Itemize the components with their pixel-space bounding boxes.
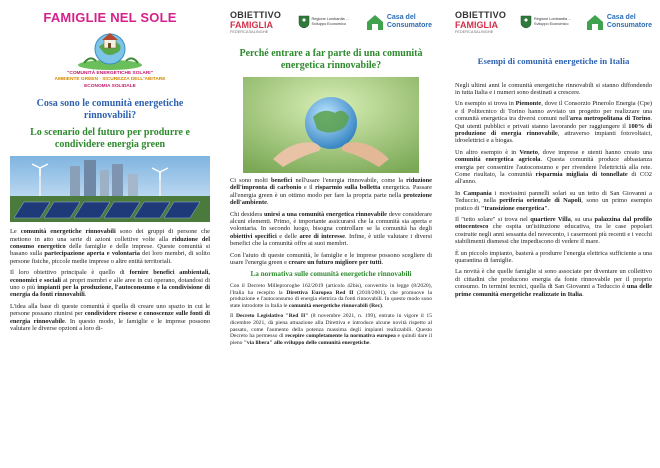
why-paragraph-1: Ci sono molti benefici nell'usare l'energia rinnovabile, come la riduzione dell'impronta di carbonio e il risparmio sulla bolletta energetica. Passare all'energia green è un ottimo modo per fare la propria parte nella protezione dell'ambiente. — [230, 177, 432, 207]
regione-logo: Regione Lombardia ... Sviluppo Economico — [298, 15, 350, 29]
regulation-paragraph-2: Il Decreto Legislativo "Red II" (8 novembre 2021, n. 199), entrato in vigore il 15 dicembre 2021, dà piena attuazione alla Direttiva e introduce alcune novità rispetto al passato, come l'aumento della potenza massima degli impianti realizzabili. Questo Decreto ha permesso di recepire completamente la normativa europea e quindi dare il pieno "via libera" allo sviluppo delle comunità energetiche. — [230, 313, 433, 346]
why-paragraph-2: Chi desidera unirsi a una comunità energetica rinnovabile deve considerare alcuni elementi. Primo, è importante assicurarsi che la comunità sia aperta e volontaria. In secondo luogo, bisogna controllare se la comunità ha degli obiettivi specifici e delle aree di interesse. Infine, è utile valutare i diversi benefici che la comunità offre ai suoi membri. — [230, 210, 433, 248]
examples-paragraph-tetto: Il "tetto solare" si trova nel quartiere Villa, su una palazzina dal profilo ottocentesco che ospita un'istituzione educativa, tra le case popolari costruite negli anni sessanta del novecento, i casermoni più recenti e i vecchi stabilimenti dismessi che impediscono di vedere il mare. — [455, 216, 652, 246]
intro-paragraph-3: L'idea alla base di queste comunità è quella di creare uno spazio in cui le persone possano riunirsi per condividere risorse e conoscenze sulle fonti di energia rinnovabile. In questo modo, le famiglie e le imprese possono valutare le diverse opzioni a loro di- — [10, 302, 210, 333]
obiettivo-famiglia-logo: OBIETTIVO FAMIGLIA FEDERCASALINGHE — [230, 10, 282, 34]
examples-paragraph-novita: La novità è che quelle famiglie si sono associate per diventare un collettivo di cittadini che producono energia da fonte rinnovabile per il proprio consumo. In termini tecnici, quella di San Giovanni a Teduccio è una delle prime comunità energetiche realizzate in Italia. — [455, 268, 653, 298]
obiettivo-famiglia-logo-2: OBIETTIVO FAMIGLIA FEDERCASALINGHE — [455, 10, 507, 34]
heading-what-are: Cosa sono le comunità energetiche rinnovabili? — [36, 98, 184, 121]
examples-paragraph-1: Negli ultimi anni le comunità energetiche rinnovabili si stanno diffondendo in tutta Italia e i numeri sono destinati a crescere. — [455, 81, 652, 96]
subheading-scenario: Lo scenario del futuro per produrre e condividere energia green — [30, 127, 190, 150]
subheading-regulation: La normativa sulle comunità energetiche rinnovabili — [250, 270, 412, 279]
examples-paragraph-piemonte: Un esempio si trova in Piemonte, dove il Consorzio Pinerolo Energia (Cpe) e il Politecnico di Torino hanno avviato un progetto per realizzare una comunità energetica tra diversi comuni nell'area metropolitana di Torino. Qui utenti pubblici e privati stanno lavorando per raggiungere il 100% di produzione di energia rinnovabile, attraverso impianti fotovoltaici, idroelettrici e a biogas. — [455, 100, 653, 145]
intro-paragraph-1: Le comunità energetiche rinnovabili sono dei gruppi di persone che mettono in atto una serie di azioni collettive volte alla riduzione del consumo energetico delle famiglie e delle imprese. Queste comunità si basano sulla partecipazione aperta e volontaria dei loro membri, di solito persone fisiche, piccole medie imprese o altre entità territoriali. — [10, 228, 211, 265]
regione-emblem-icon — [298, 15, 310, 29]
brand-title: FAMIGLIE NEL SOLE — [43, 10, 177, 25]
examples-paragraph-campania: In Campania i movissimi pannelli solari su un tetto di San Giovanni a Teduccio, nella periferia orientale di Napoli, sono un primo esempio pratico di "transizione energetica". — [455, 189, 653, 212]
hands-globe-image — [243, 77, 419, 173]
regulation-paragraph-1: Con il Decreto Milleproroghe 162/2019 (articolo 42bis), convertito in legge (8/2020), l'Italia ha recepito la Direttiva Europea Red II (2018/2001), che promuove la produzione e l'autoconsumo di energia elettrica da fonti rinnovabili. In questo modo sono state introdotte in Italia le comunità energetiche rinnovabili (Rec). — [230, 283, 432, 309]
logo-bar-2 — [455, 0, 652, 44]
casa-consumatore-logo-2: Casa del Consumatore — [586, 13, 652, 31]
tagline-green: AMBIENTE GREEN - SICUREZZA DELL'ABITARE — [54, 77, 166, 83]
tagline-economy: ECONOMIA SOLIDALE — [84, 83, 136, 89]
house-globe-image — [70, 25, 150, 71]
column-why-join — [222, 0, 440, 468]
logo-bar — [230, 0, 432, 44]
casa-consumatore-logo: Casa del Consumatore — [366, 13, 432, 31]
intro-paragraph-2: Il loro obiettivo principale è quello di fornire benefici ambientali, economici e sociali ai propri membri e alle aree in cui operano, dotandosi di uno o più impianti per la produzione, l'autoconsumo e la condivisione di energia da fonti rinnovabili. — [10, 269, 210, 299]
regione-emblem-icon — [520, 15, 532, 29]
house-icon — [586, 13, 604, 31]
heading-examples: Esempi di comunità energetiche in Italia — [477, 56, 630, 66]
heading-why-join: Perché entrare a far parte di una comunità energetica rinnovabile? — [239, 48, 423, 71]
regione-logo-2: Regione Lombardia ... Sviluppo Economico — [520, 15, 572, 29]
tagline-communities: "COMUNITÀ ENERGETICHE SOLARI" — [67, 71, 153, 76]
examples-paragraph-impianto: È un piccolo impianto, basterà a produrre l'energia elettrica sufficiente a una quarantina di famiglie. — [455, 249, 652, 265]
column-intro — [0, 0, 220, 468]
why-paragraph-3: Con l'aiuto di queste comunità, le famiglie e le imprese possono scegliere di usare l'energia green e creare un futuro migliore per tutti. — [230, 251, 432, 267]
column-examples — [447, 0, 660, 468]
examples-paragraph-veneto: Un altro esempio è in Veneto, dove imprese e utenti hanno creato una comunità energetica agricola. Questa comunità produce abbastanza energia per consentire l'autoconsumo e per rivendere l'elettricità alla rete. Come risultato, la comunità risparmia migliaia di tonnellate di CO2 all'anno. — [455, 148, 653, 186]
solar-city-image — [10, 156, 210, 222]
house-icon — [366, 13, 384, 31]
